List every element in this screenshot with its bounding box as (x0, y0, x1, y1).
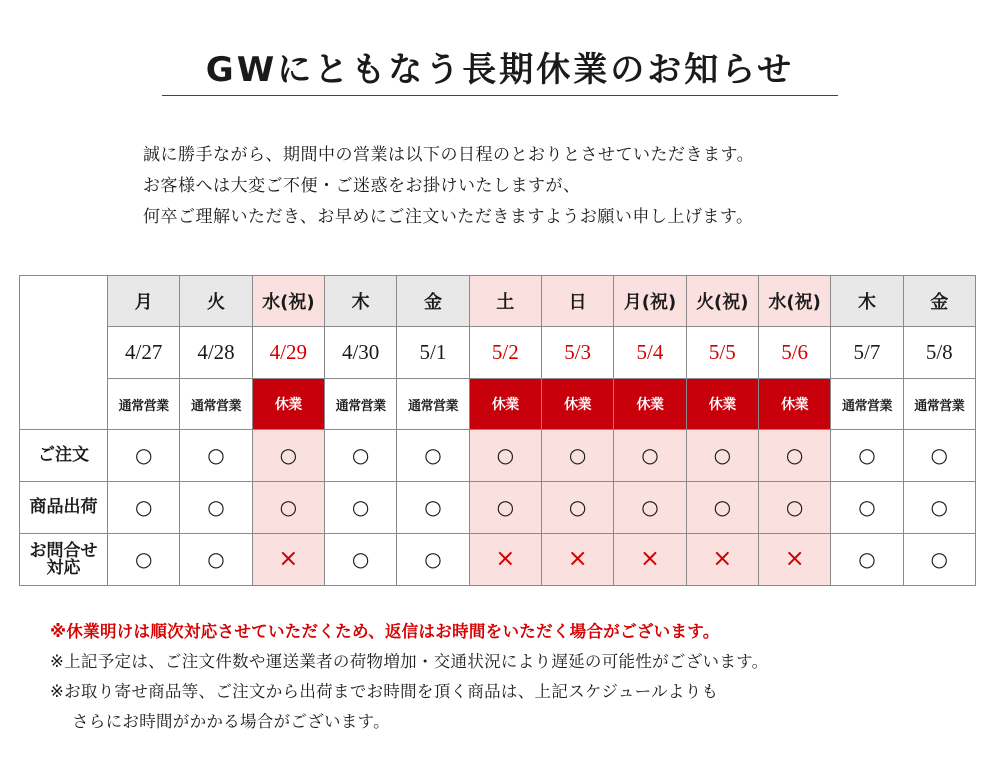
closed-badge: 休業 (758, 379, 830, 430)
availability-cell (614, 482, 686, 534)
circle-mark: ○ (568, 442, 587, 467)
availability-cell (903, 430, 975, 482)
cross-mark: × (278, 544, 299, 572)
availability-cell (758, 534, 830, 586)
availability-cell (252, 534, 324, 586)
availability-cell (831, 430, 903, 482)
open-badge: 通常営業 (831, 379, 903, 430)
circle-mark: ○ (641, 494, 659, 519)
availability-cell (252, 430, 324, 482)
circle-mark: ○ (207, 494, 225, 519)
weekday-row (20, 276, 976, 327)
availability-cell (831, 482, 903, 534)
availability-cell (469, 482, 541, 534)
weekday-cell: 日 (541, 276, 613, 327)
circle-mark: ○ (930, 546, 948, 571)
circle-mark: ○ (858, 546, 876, 571)
circle-mark: ○ (641, 442, 659, 467)
circle-mark: ○ (496, 442, 515, 467)
intro-text (143, 140, 903, 233)
availability-cell (686, 534, 758, 586)
date-cell: 4/27 (108, 327, 180, 379)
schedule-table (19, 275, 976, 586)
open-badge: 通常営業 (108, 379, 180, 430)
note-line: ※お取り寄せ商品等、ご注文から出荷までお時間を頂く商品は、上記スケジュールよりも (50, 682, 719, 701)
availability-cell (108, 534, 180, 586)
intro-line: 誠に勝手ながら、期間中の営業は以下の日程のとおりとさせていただきます。 (143, 145, 755, 165)
circle-mark: ○ (496, 494, 515, 519)
availability-cell (903, 534, 975, 586)
service-row (20, 482, 976, 534)
service-row (20, 430, 976, 482)
date-cell: 5/6 (758, 327, 830, 379)
circle-mark: ○ (134, 546, 153, 571)
availability-cell (108, 482, 180, 534)
date-cell: 4/29 (252, 327, 324, 379)
availability-cell (108, 430, 180, 482)
corner-cell (20, 276, 108, 430)
note-line: ※上記予定は、ご注文件数や運送業者の荷物増加・交通状況により遅延の可能性がございます。 (50, 652, 769, 671)
title-underline (162, 95, 838, 96)
date-row (20, 327, 976, 379)
date-cell: 5/1 (397, 327, 469, 379)
date-cell: 5/8 (903, 327, 975, 379)
cross-mark: × (567, 544, 588, 572)
availability-cell (324, 430, 396, 482)
weekday-cell: 月(祝) (614, 276, 686, 327)
circle-mark: ○ (134, 442, 153, 467)
availability-cell (397, 482, 469, 534)
availability-cell (180, 534, 252, 586)
row-label: ご注文 (20, 430, 108, 482)
open-badge: 通常営業 (324, 379, 396, 430)
intro-line: 何卒ご理解いただき、お早めにご注文いただきますようお願い申し上げます。 (143, 207, 754, 227)
availability-cell (252, 482, 324, 534)
circle-mark: ○ (351, 442, 370, 467)
note-line: さらにお時間がかかる場合がございます。 (72, 712, 390, 731)
availability-cell (469, 430, 541, 482)
page-title: GWにともなう長期休業のお知らせ (205, 50, 795, 90)
circle-mark: ○ (930, 442, 948, 467)
circle-mark: ○ (785, 442, 804, 467)
date-cell: 5/3 (541, 327, 613, 379)
open-badge: 通常営業 (180, 379, 252, 430)
availability-cell (614, 430, 686, 482)
availability-cell (614, 534, 686, 586)
circle-mark: ○ (785, 494, 804, 519)
availability-cell (831, 534, 903, 586)
service-row (20, 534, 976, 586)
availability-cell (903, 482, 975, 534)
date-cell: 4/30 (324, 327, 396, 379)
notes (50, 617, 980, 737)
weekday-cell: 金 (903, 276, 975, 327)
closed-badge: 休業 (541, 379, 613, 430)
circle-mark: ○ (424, 494, 442, 519)
weekday-cell: 木 (324, 276, 396, 327)
availability-cell (541, 482, 613, 534)
cross-mark: × (639, 544, 661, 572)
weekday-cell: 月 (108, 276, 180, 327)
circle-mark: ○ (858, 442, 876, 467)
circle-mark: ○ (351, 494, 370, 519)
weekday-cell: 水(祝) (252, 276, 324, 327)
circle-mark: ○ (713, 442, 732, 467)
circle-mark: ○ (713, 494, 732, 519)
availability-cell (758, 482, 830, 534)
weekday-cell: 火(祝) (686, 276, 758, 327)
availability-cell (180, 482, 252, 534)
cross-mark: × (712, 544, 733, 572)
circle-mark: ○ (207, 546, 225, 571)
circle-mark: ○ (134, 494, 153, 519)
circle-mark: ○ (424, 442, 442, 467)
circle-mark: ○ (424, 546, 442, 571)
availability-cell (324, 482, 396, 534)
weekday-cell: 木 (831, 276, 903, 327)
closed-badge: 休業 (252, 379, 324, 430)
availability-cell (541, 430, 613, 482)
circle-mark: ○ (930, 494, 948, 519)
circle-mark: ○ (351, 546, 370, 571)
availability-cell (397, 430, 469, 482)
intro-line: お客様へは大変ご不便・ご迷惑をお掛けいたしますが、 (143, 176, 581, 196)
row-label: 商品出荷 (20, 482, 108, 534)
weekday-cell: 火 (180, 276, 252, 327)
status-row (20, 379, 976, 430)
circle-mark: ○ (279, 494, 298, 519)
availability-cell (541, 534, 613, 586)
weekday-cell: 土 (469, 276, 541, 327)
weekday-cell: 金 (397, 276, 469, 327)
date-cell: 4/28 (180, 327, 252, 379)
availability-cell (758, 430, 830, 482)
date-cell: 5/4 (614, 327, 686, 379)
note-line: ※休業明けは順次対応させていただくため、返信はお時間をいただく場合がございます。 (50, 622, 720, 641)
availability-cell (686, 430, 758, 482)
cross-mark: × (495, 544, 516, 572)
circle-mark: ○ (207, 442, 225, 467)
weekday-cell: 水(祝) (758, 276, 830, 327)
open-badge: 通常営業 (397, 379, 469, 430)
open-badge: 通常営業 (903, 379, 975, 430)
circle-mark: ○ (568, 494, 587, 519)
cross-mark: × (784, 544, 805, 572)
closed-badge: 休業 (469, 379, 541, 430)
availability-cell (397, 534, 469, 586)
date-cell: 5/2 (469, 327, 541, 379)
availability-cell (686, 482, 758, 534)
availability-cell (180, 430, 252, 482)
row-label: お問合せ 対応 (20, 534, 108, 586)
availability-cell (469, 534, 541, 586)
closed-badge: 休業 (614, 379, 686, 430)
date-cell: 5/5 (686, 327, 758, 379)
closed-badge: 休業 (686, 379, 758, 430)
date-cell: 5/7 (831, 327, 903, 379)
availability-cell (324, 534, 396, 586)
circle-mark: ○ (279, 442, 298, 467)
circle-mark: ○ (858, 494, 876, 519)
